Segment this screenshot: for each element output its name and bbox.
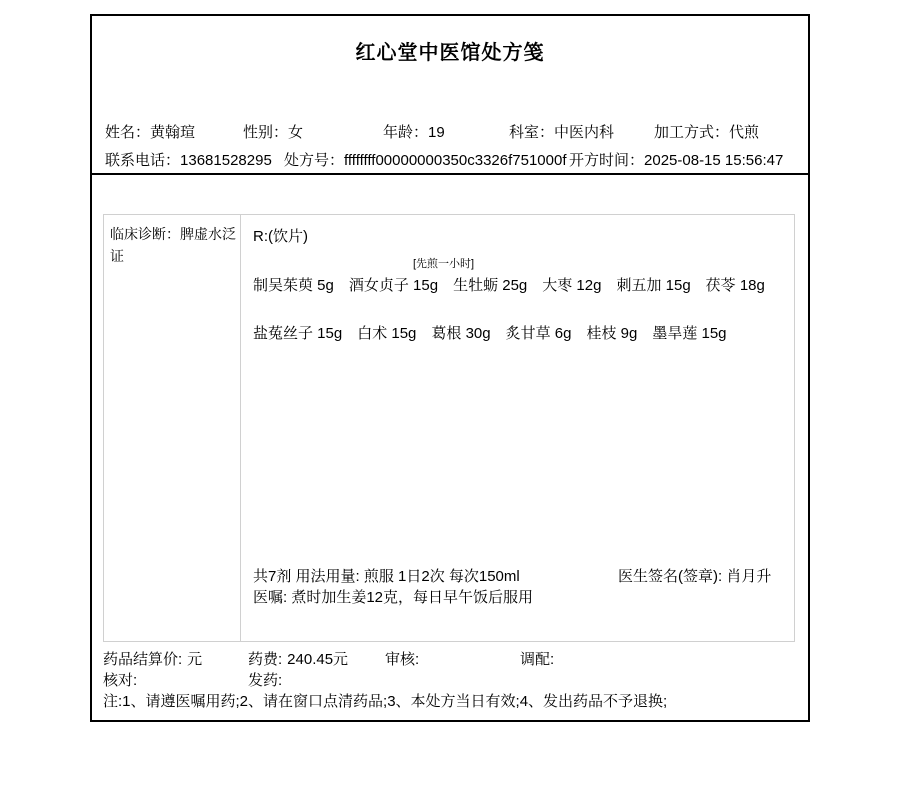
rx-number-value: ffffffff00000000350c3326f751000f	[344, 152, 567, 169]
patient-name-label: 姓名：	[105, 124, 151, 141]
doctor-signature-label: 医生签名(签章):	[618, 568, 723, 585]
medical-advice: 医嘱: 煮时加生姜12克，每日早午饭后服用	[253, 589, 534, 606]
rx-cell	[241, 215, 794, 641]
footer-note: 注:1、请遵医嘱用药;2、请在窗口点清药品;3、本处方当日有效;4、发出药品不予退换;	[103, 693, 668, 710]
phone-field	[105, 149, 272, 170]
age-field	[383, 121, 445, 142]
age-label: 年龄：	[383, 124, 429, 141]
medicine-item: 盐菟丝子 15g	[253, 325, 343, 342]
patient-name-field	[105, 121, 195, 142]
fee-value: 240.45元	[287, 651, 349, 668]
diagnosis-label: 临床诊断：	[110, 226, 180, 242]
dosage-line: 共7剂 用法用量: 煎服 1日2次 每次150ml	[253, 568, 520, 585]
rx-number-label: 处方号：	[284, 152, 345, 169]
medicine-item: 茯苓 18g	[705, 277, 765, 294]
issue-time-value: 2025-08-15 15:56:47	[644, 152, 784, 169]
check-label: 核对:	[103, 672, 138, 689]
department-field	[509, 121, 614, 142]
gender-field	[243, 121, 303, 142]
processing-field	[654, 121, 759, 142]
prescription-table	[103, 214, 795, 642]
issue-time-label: 开方时间：	[569, 152, 645, 169]
medicine-item: 生牡蛎 25g	[453, 277, 528, 294]
age-value: 19	[428, 124, 445, 141]
doctor-signature	[618, 565, 771, 586]
diagnosis-cell	[104, 215, 241, 641]
medicine-item: 白术 15g	[357, 325, 417, 342]
phone-label: 联系电话：	[105, 152, 181, 169]
medicine-item: 桂枝 9g	[586, 325, 638, 342]
processing-value: 代煎	[729, 124, 760, 141]
medicine-item: 炙甘草 6g	[505, 325, 572, 342]
fee-field	[248, 648, 348, 669]
rx-number-field	[284, 149, 566, 170]
settlement-price-field	[103, 648, 202, 669]
page-title: 红心堂中医馆处方笺	[355, 42, 545, 64]
processing-label: 加工方式：	[654, 124, 730, 141]
dispensing-prep-field	[520, 648, 559, 669]
phone-value: 13681528295	[180, 152, 272, 169]
medicine-item: 葛根 30g	[431, 325, 491, 342]
dispensing-prep-label: 调配:	[520, 651, 555, 668]
department-value: 中医内科	[554, 124, 615, 141]
doctor-name: 肖月升	[726, 568, 772, 585]
fee-label: 药费:	[248, 651, 283, 668]
medicine-item: 刺五加 15g	[616, 277, 691, 294]
medicine-item: 酒女贞子 15g	[348, 277, 439, 294]
medicine-item: 墨旱莲 15g	[652, 325, 727, 342]
header-separator	[90, 173, 810, 175]
settlement-price-label: 药品结算价:	[103, 651, 183, 668]
diagnosis-value: 脾虚水泛证	[110, 226, 236, 264]
department-label: 科室：	[509, 124, 555, 141]
dispense-field	[248, 669, 287, 690]
review-field	[385, 648, 424, 669]
review-label: 审核:	[385, 651, 420, 668]
settlement-price-value: 元	[187, 651, 203, 668]
medicine-item: 大枣 12g	[542, 277, 602, 294]
medicine-row	[253, 322, 742, 343]
gender-label: 性别：	[243, 124, 289, 141]
rx-header: R:(饮片)	[253, 228, 308, 245]
medicine-item: 制吴茱萸 5g	[253, 277, 334, 294]
dispense-label: 发药:	[248, 672, 283, 689]
medicine-row	[253, 274, 780, 295]
gender-value: 女	[288, 124, 304, 141]
issue-time-field	[569, 149, 783, 170]
decoction-note: [先煎一小时]	[413, 258, 475, 270]
prescription-sheet	[90, 14, 810, 722]
check-field	[103, 669, 142, 690]
patient-name-value: 黄翰瑄	[150, 124, 196, 141]
